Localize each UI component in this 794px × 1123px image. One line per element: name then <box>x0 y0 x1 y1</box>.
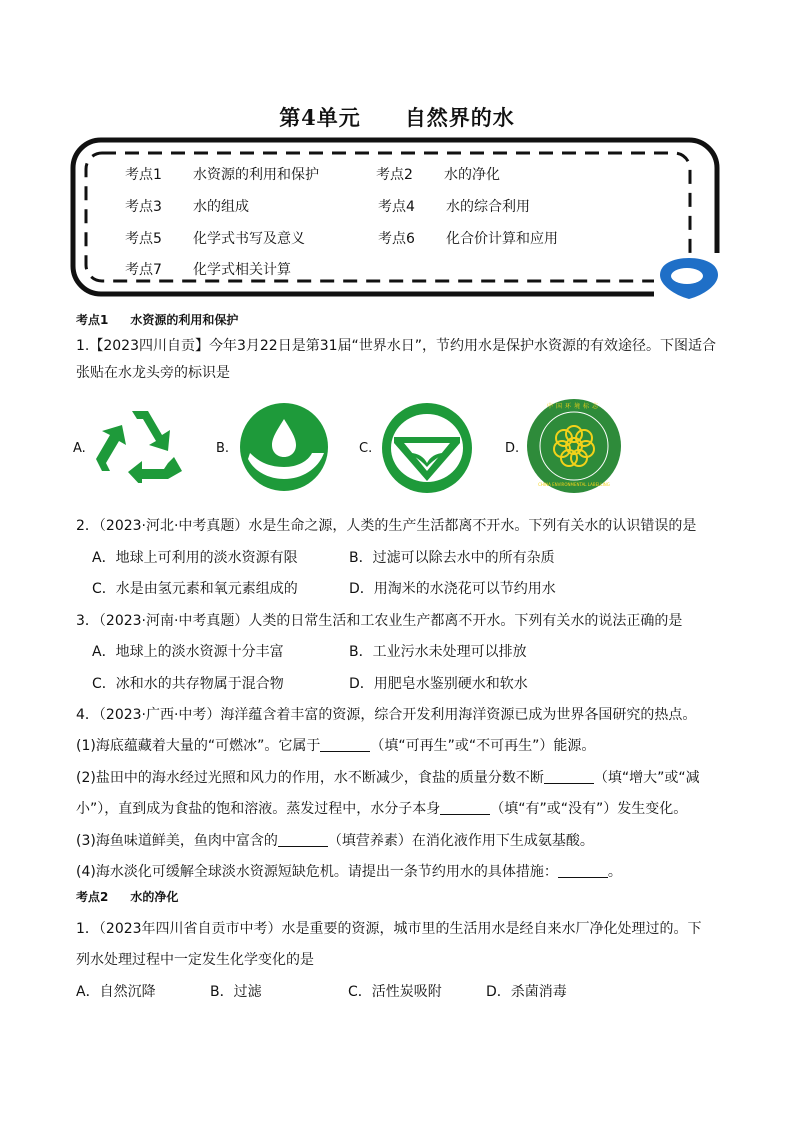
q4-part1-text: (1)海底蕴藏着大量的“可燃冰”。它属于 <box>76 738 321 754</box>
water-saving-icon <box>238 401 330 493</box>
toc-text: 水资源的利用和保护 <box>193 167 319 183</box>
toc-item-6 <box>378 228 558 248</box>
q4-blank-3[interactable] <box>440 800 490 815</box>
toc-key: 考点6 <box>378 231 415 247</box>
section-heading-2 <box>76 888 178 905</box>
toc-text: 化学式书写及意义 <box>193 231 305 247</box>
q5-line1: 1．（2023年四川省自贡市中考）水是重要的资源，城市里的生活用水是经自来水厂净化处理过的。下 <box>76 921 702 937</box>
q3-option-c: C．冰和水的共存物属于混合物 <box>92 676 284 692</box>
q2-stem: 2．（2023·河北·中考真题）水是生命之源，人类的生产生活都离不开水。下列有关水的认识错误的是 <box>76 518 697 534</box>
logo-top-text: 中国环境标志 <box>546 403 601 410</box>
q5-line2: 列水处理过程中一定发生化学变化的是 <box>76 952 314 968</box>
q4-part1 <box>76 737 595 755</box>
q4-part1-hint: （填“可再生”或“不可再生”）能源。 <box>370 738 596 754</box>
toc-text: 水的组成 <box>193 199 249 215</box>
q4-part4 <box>76 863 622 881</box>
toc-item-4 <box>378 196 530 216</box>
section-heading-1 <box>76 311 238 328</box>
green-food-icon <box>380 401 474 495</box>
q1-line1: 1.【2023四川自贡】今年3月22日是第31届“世界水日”，节约用水是保护水资源的有效途径。下图适合 <box>76 338 717 354</box>
toc-key: 考点1 <box>125 167 162 183</box>
unit-number: 第4单元 <box>279 105 361 130</box>
section-title: 水的净化 <box>130 890 179 904</box>
china-environmental-label-icon <box>526 398 622 494</box>
section-key: 考点2 <box>76 890 109 904</box>
q4-part2-hint: （填“增大”或“减 <box>593 770 700 786</box>
toc-key: 考点3 <box>125 199 162 215</box>
q4-part2-text2: 小”），直到成为食盐的饱和溶液。蒸发过程中，水分子本身 <box>76 801 441 817</box>
toc-item-2 <box>376 164 500 184</box>
q1-option-a-label: A. <box>73 441 86 456</box>
q4-part3-hint: （填营养素）在消化液作用下生成氨基酸。 <box>327 833 594 849</box>
page-title <box>0 102 794 132</box>
q4-stem: 4．（2023·广西·中考）海洋蕴含着丰富的资源，综合开发利用海洋资源已成为世界各国研究的热点。 <box>76 707 697 723</box>
q2-option-c: C．水是由氢元素和氧元素组成的 <box>92 581 298 597</box>
q4-part2-line2 <box>76 800 687 818</box>
q5-option-a: A．自然沉降 <box>76 984 156 1000</box>
q2-option-d: D．用淘米的水浇花可以节约用水 <box>349 581 556 597</box>
q2-option-a: A．地球上可利用的淡水资源有限 <box>92 550 298 566</box>
location-pin-icon <box>654 255 724 301</box>
q1-option-b-label: B. <box>216 441 230 456</box>
q4-part3 <box>76 832 594 850</box>
toc-item-1 <box>125 164 319 184</box>
toc-text: 化合价计算和应用 <box>446 231 558 247</box>
toc-text: 水的综合利用 <box>446 199 530 215</box>
toc-key: 考点5 <box>125 231 162 247</box>
q3-option-a: A．地球上的淡水资源十分丰富 <box>92 644 284 660</box>
q2-option-b: B．过滤可以除去水中的所有杂质 <box>349 550 555 566</box>
q4-blank-2[interactable] <box>544 769 594 784</box>
toc-item-5 <box>125 228 305 248</box>
toc-key: 考点2 <box>376 167 413 183</box>
toc-key: 考点4 <box>378 199 415 215</box>
q1-option-c-label: C. <box>359 441 373 456</box>
section-key: 考点1 <box>76 313 109 327</box>
toc-box <box>70 137 720 297</box>
q4-part2-line1 <box>76 769 700 787</box>
q3-option-d: D．用肥皂水鉴别硬水和软水 <box>349 676 528 692</box>
q5-option-c: C．活性炭吸附 <box>348 984 442 1000</box>
q3-option-b: B．工业污水未处理可以排放 <box>349 644 527 660</box>
q4-part4-end: 。 <box>607 864 622 880</box>
q5-option-d: D．杀菌消毒 <box>486 984 567 1000</box>
toc-item-7 <box>125 259 291 279</box>
toc-text: 水的净化 <box>444 167 500 183</box>
toc-item-3 <box>125 196 249 216</box>
unit-name: 自然界的水 <box>404 105 515 130</box>
q4-part2-hint2: （填“有”或“没有”）发生变化。 <box>490 801 688 817</box>
q5-option-b: B．过滤 <box>210 984 262 1000</box>
q4-part3-text: (3)海鱼味道鲜美，鱼肉中富含的 <box>76 833 278 849</box>
q4-blank-4[interactable] <box>278 832 328 847</box>
q4-blank-5[interactable] <box>558 863 608 878</box>
q4-part2-text: (2)盐田中的海水经过光照和风力的作用，水不断减少，食盐的质量分数不断 <box>76 770 544 786</box>
q3-stem: 3．（2023·河南·中考真题）人类的日常生活和工农业生产都离不开水。下列有关水的说法正确的是 <box>76 613 683 629</box>
q1-option-d-label: D. <box>505 441 520 456</box>
toc-key: 考点7 <box>125 262 162 278</box>
toc-text: 化学式相关计算 <box>193 262 291 278</box>
q1-line2: 张贴在水龙头旁的标识是 <box>76 365 230 381</box>
q4-blank-1[interactable] <box>320 737 370 752</box>
section-title: 水资源的利用和保护 <box>130 313 239 327</box>
logo-bottom-text: CHINA ENVIRONMENTAL LABELLING <box>538 482 610 487</box>
recycle-icon <box>92 405 188 483</box>
q4-part4-text: (4)海水淡化可缓解全球淡水资源短缺危机。请提出一条节约用水的具体措施： <box>76 864 558 880</box>
